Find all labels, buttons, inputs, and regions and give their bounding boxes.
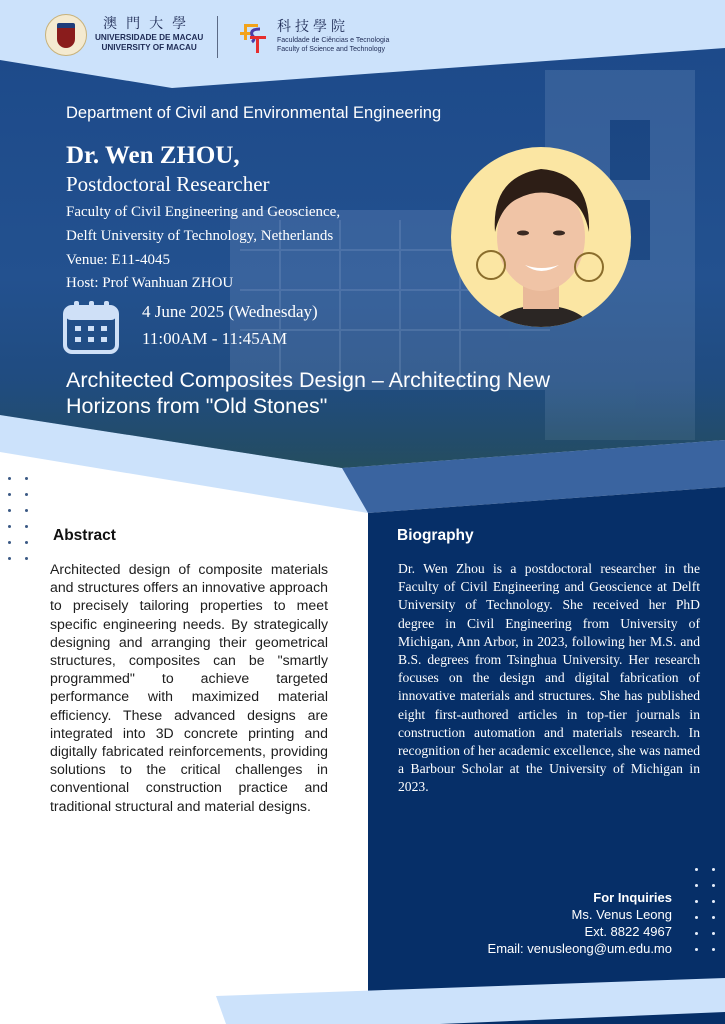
logo-divider — [217, 16, 218, 58]
fst-logo — [238, 19, 389, 54]
speaker-portrait — [451, 147, 631, 327]
venue: Venue: E11-4045 — [66, 252, 171, 268]
inquiries-ext: Ext. 8822 4967 — [584, 924, 672, 939]
um-chinese-name: 澳門大學 — [103, 17, 196, 32]
affiliation-line-1: Faculty of Civil Engineering and Geoscience, — [66, 204, 341, 220]
event-time: 11:00AM - 11:45AM — [142, 329, 288, 348]
speaker-name: Dr. Wen ZHOU, — [66, 142, 240, 169]
talk-title — [66, 367, 666, 419]
affiliation-line-2: Delft University of Technology, Netherlands — [66, 228, 334, 244]
biography-heading: Biography — [397, 527, 474, 544]
um-logo — [45, 14, 203, 56]
abstract-body: Architected design of composite materials and structures offers an innovative approach to precisely tailoring properties to meet specific engineering needs. By strategically designing and arranging their geometrical structures, composites can be "smartly programmed" to achieve targeted performance with maximized material efficiency. These advanced designs are integrated into 3D concrete printing and digitally fabricated reinforcements, providing solutions to the critical challenges in conventional construction practice and traditional structural and material designs. — [50, 561, 328, 814]
speaker-photo — [451, 147, 631, 327]
inquiries-heading: For Inquiries — [593, 890, 672, 905]
calendar-icon — [62, 299, 122, 355]
talk-title-line-1: Architected Composites Design – Architecting New — [66, 368, 550, 392]
inquiries-block — [488, 889, 672, 957]
um-name-en: UNIVERSITY OF MACAU — [101, 43, 197, 52]
host: Host: Prof Wanhuan ZHOU — [66, 275, 234, 291]
inquiries-email[interactable]: Email: venusleong@um.edu.mo — [487, 941, 672, 956]
event-date: 4 June 2025 (Wednesday) — [142, 302, 318, 321]
talk-title-line-2: Horizons from "Old Stones" — [66, 394, 328, 418]
fst-mark-icon — [238, 20, 268, 54]
abstract-heading: Abstract — [53, 527, 116, 544]
fst-name-pt: Faculdade de Ciências e Tecnologia — [277, 37, 390, 44]
fst-chinese-name: 科技學院 — [277, 20, 349, 35]
um-name-pt: UNIVERSIDADE DE MACAU — [95, 33, 204, 42]
um-crest-icon — [45, 14, 87, 56]
speaker-title: Postdoctoral Researcher — [66, 172, 270, 196]
inquiries-contact: Ms. Venus Leong — [571, 907, 672, 922]
department-name: Department of Civil and Environmental Engineering — [66, 104, 442, 122]
biography-body: Dr. Wen Zhou is a postdoctoral researcher in the Faculty of Civil Engineering and Geoscience at Delft University of Technology. She received her PhD degree in Civil Engineering from University of Michigan, Ann Arbor, in 2023, following her M.S. and B.S. degrees from Tsinghua University. Her research focuses on the design and digital fabrication of innovative materials and structures. She has published eight first-authored articles in top-tier journals in construction automation and materials research. In recognition of her academic excellence, she was named a Barbour Scholar at the University of Michigan in 2023. — [398, 561, 700, 795]
fst-name-en: Faculty of Science and Technology — [277, 46, 386, 53]
